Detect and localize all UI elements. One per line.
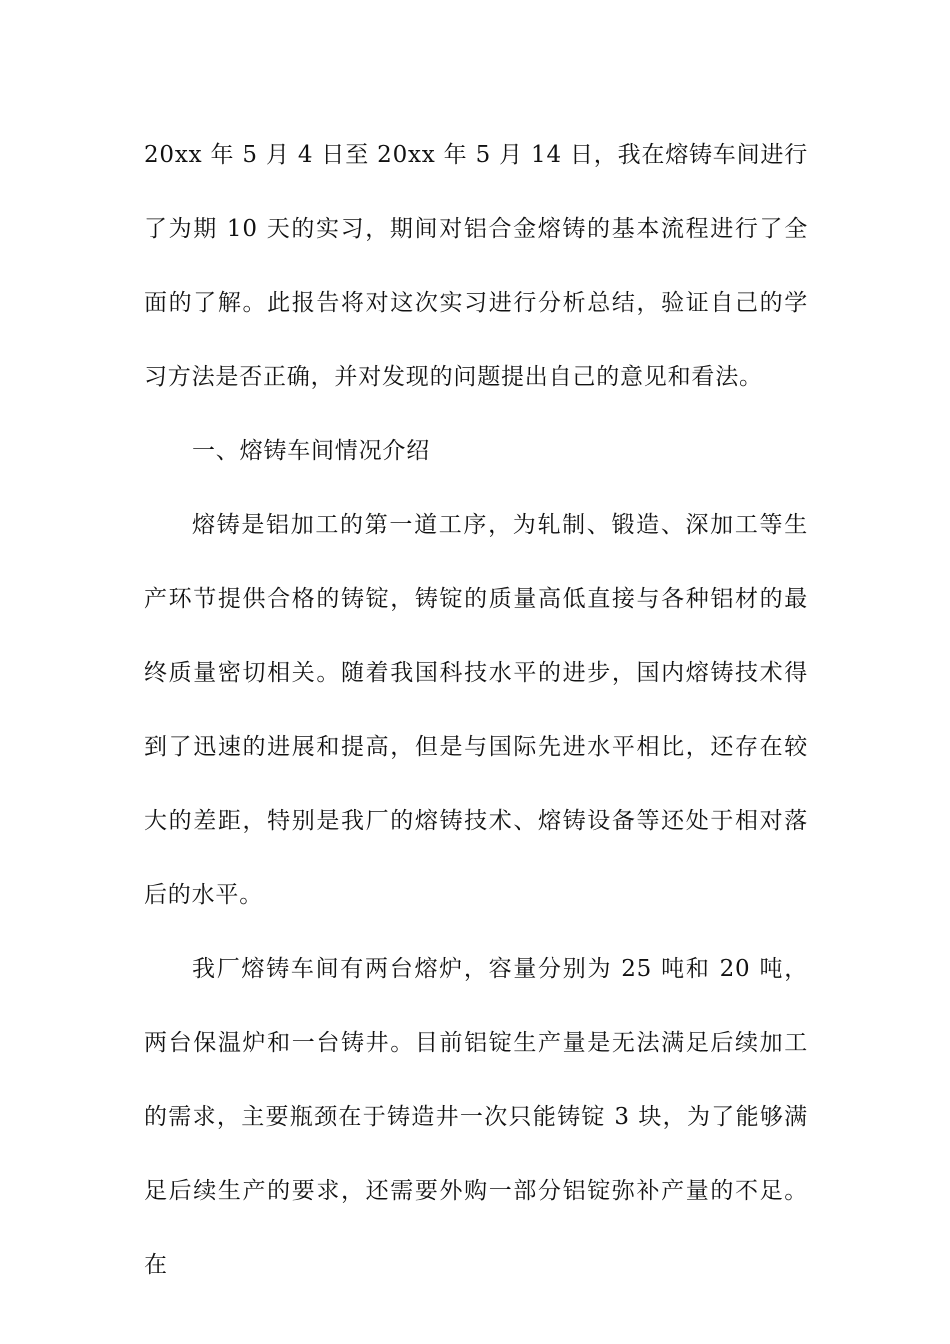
section-heading-1: 一、熔铸车间情况介绍 <box>192 438 430 464</box>
paragraph-intro: 20xx 年 5 月 4 日至 20xx 年 5 月 14 日，我在熔铸车间进行了为期 10 天的实习，期间对铝合金熔铸的基本流程进行了全面的了解。此报告将对这次实习进行分析总结，验证自己的学习方法是否正确，并对发现的问题提出自己的意见和看法。 <box>144 142 809 390</box>
paragraph-workshop-capacity: 我厂熔铸车间有两台熔炉，容量分别为 25 吨和 20 吨，两台保温炉和一台铸井。目前铝锭生产量是无法满足后续加工的需求，主要瓶颈在于铸造井一次只能铸锭 3 块，为了能够满足后续生产的要求，还需要外购一部分铝锭弥补产量的不足。在 <box>144 956 808 1278</box>
paragraph-casting-overview: 熔铸是铝加工的第一道工序，为轧制、锻造、深加工等生产环节提供合格的铸锭，铸锭的质量高低直接与各种铝材的最终质量密切相关。随着我国科技水平的进步，国内熔铸技术得到了迅速的进展和提高，但是与国际先进水平相比，还存在较大的差距，特别是我厂的熔铸技术、熔铸设备等还处于相对落后的水平。 <box>144 512 808 908</box>
document-body <box>144 118 808 1302</box>
